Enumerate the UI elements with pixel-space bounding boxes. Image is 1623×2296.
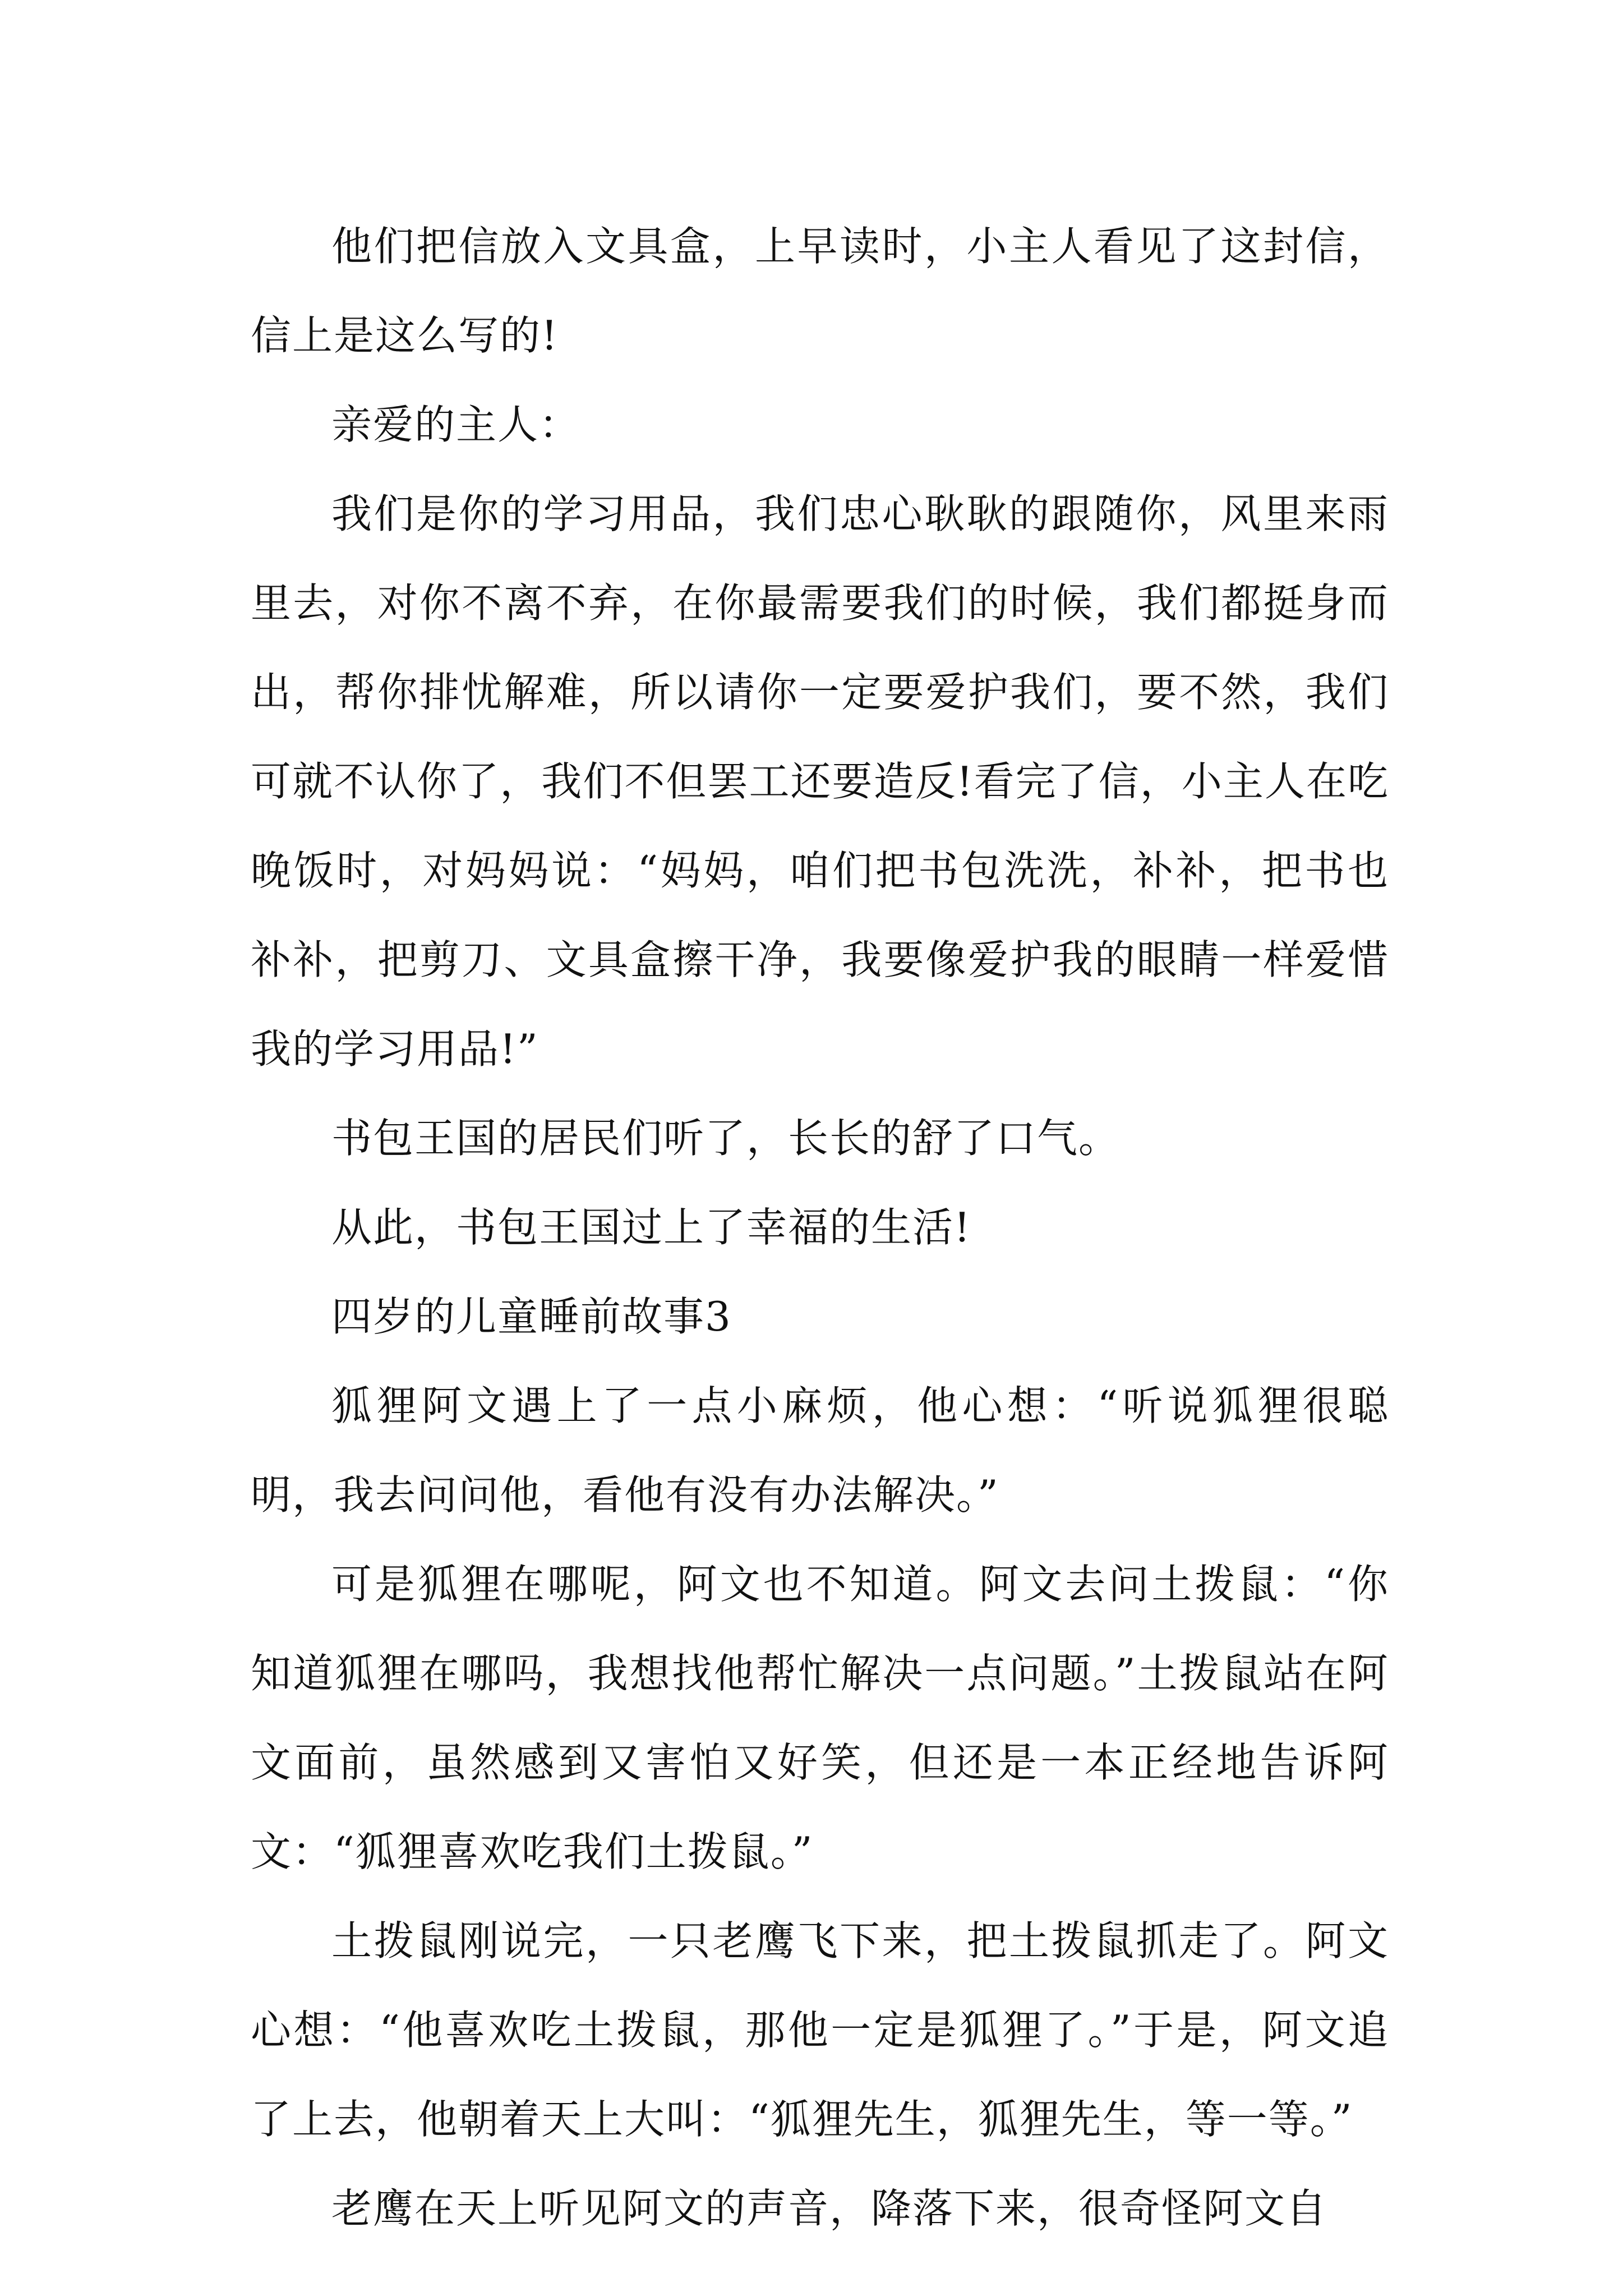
paragraph: 土拨鼠刚说完，一只老鹰飞下来，把土拨鼠抓走了。阿文心想：“他喜欢吃土拨鼠，那他一定是狐狸了。”于是，阿文追了上去，他朝着天上大叫：“狐狸先生，狐狸先生，等一等。” bbox=[251, 1917, 1389, 2143]
paragraph: 狐狸阿文遇上了一点小麻烦，他心想：“听说狐狸很聪明，我去问问他，看他有没有办法解决。” bbox=[251, 1382, 1389, 1519]
paragraph: 可是狐狸在哪呢，阿文也不知道。阿文去问土拨鼠：“你知道狐狸在哪吗，我想找他帮忙解决一点问题。”土拨鼠站在阿文面前，虽然感到又害怕又好笑，但还是一本正经地告诉阿文：“狐狸喜欢吃我们土拨鼠。” bbox=[251, 1561, 1389, 1875]
paragraph: 亲爱的主人： bbox=[331, 401, 581, 448]
paragraph: 书包王国的居民们听了，长长的舒了口气。 bbox=[331, 1115, 1121, 1162]
section-heading: 四岁的儿童睡前故事3 bbox=[331, 1293, 732, 1340]
paragraph: 我们是你的学习用品，我们忠心耿耿的跟随你，风里来雨里去，对你不离不弃，在你最需要我们的时候，我们都挺身而出，帮你排忧解难，所以请你一定要爱护我们，要不然，我们可就不认你了，我们不但罢工还要造反!看完了信，小主人在吃晚饭时，对妈妈说：“妈妈，咱们把书包洗洗，补补，把书也补补，把剪刀、文具盒擦干净，我要像爱护我的眼睛一样爱惜我的学习用品!” bbox=[251, 490, 1389, 1073]
document-body bbox=[251, 202, 1389, 2253]
paragraph: 老鹰在天上听见阿文的声音，降落下来，很奇怪阿文自 bbox=[331, 2185, 1328, 2232]
paragraph: 从此，书包王国过上了幸福的生活! bbox=[331, 1204, 971, 1251]
paragraph: 他们把信放入文具盒，上早读时，小主人看见了这封信，信上是这么写的! bbox=[251, 223, 1389, 359]
